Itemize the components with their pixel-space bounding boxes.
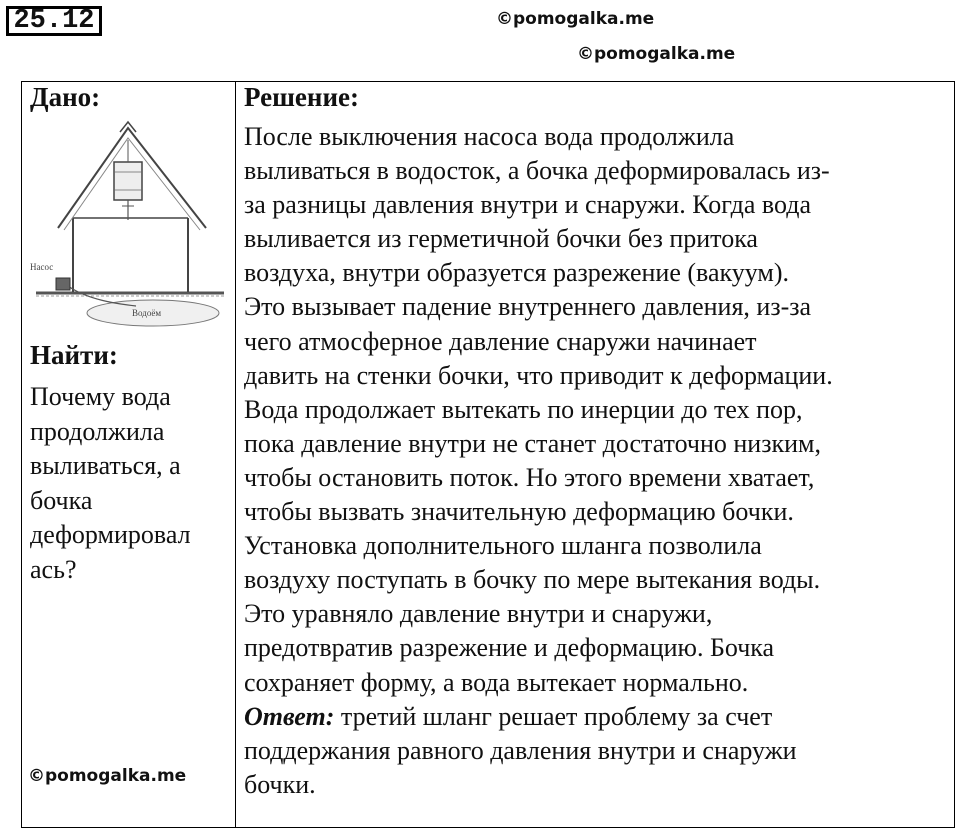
solution-paragraph: После выключения насоса вода продолжила выливаться в водосток, а бочка деформировалась из- за разницы давления внутри и снаружи. Когда вода выливается из герметичной бочки без притока воздуха, внутри образуется разрежение (вакуум). Это вызывает падение внутреннего давления, из-за чего атмосферное давление снаружи начинает давить на стенки бочки, что приводит к деформации. Вода продолжает вытекать по инерции до тех пор, пока давление внутри не станет достаточно низким, чтобы остановить поток. Но этого времени хватает, чтобы вызвать значительную деформацию бочки. Установка дополнительного шланга позволила воздуху поступать в бочку по мере вытекания воды. Это уравняло давление внутри и снаружи, предотвратив разрежение и деформацию. Бочка сохраняет форму, а вода вытекает нормально. xyxy=(244,122,833,697)
watermark-bottom: ©pomogalka.me xyxy=(28,766,187,786)
watermark-top-second: ©pomogalka.me xyxy=(577,44,736,64)
problem-number: 25.12 xyxy=(6,6,102,36)
solution-heading: Решение: xyxy=(244,82,359,112)
house-diagram xyxy=(28,120,228,330)
pump-shape xyxy=(56,278,70,290)
find-question: Почему вода продолжила выливаться, а бочка деформировал ась? xyxy=(30,382,191,584)
pump-label: Насос xyxy=(30,262,54,272)
column-divider xyxy=(235,81,236,828)
given-heading: Дано: xyxy=(30,82,101,112)
pond-label: Водоём xyxy=(132,308,162,318)
watermark-top: ©pomogalka.me xyxy=(496,9,655,29)
solution-body xyxy=(244,120,949,802)
barrel-shape xyxy=(114,162,142,200)
answer-text: третий шланг решает проблему за счет поддержания равного давления внутри и снаружи бочки. xyxy=(244,701,797,799)
answer-label: Ответ: xyxy=(244,701,335,731)
find-heading: Найти: xyxy=(30,340,118,370)
